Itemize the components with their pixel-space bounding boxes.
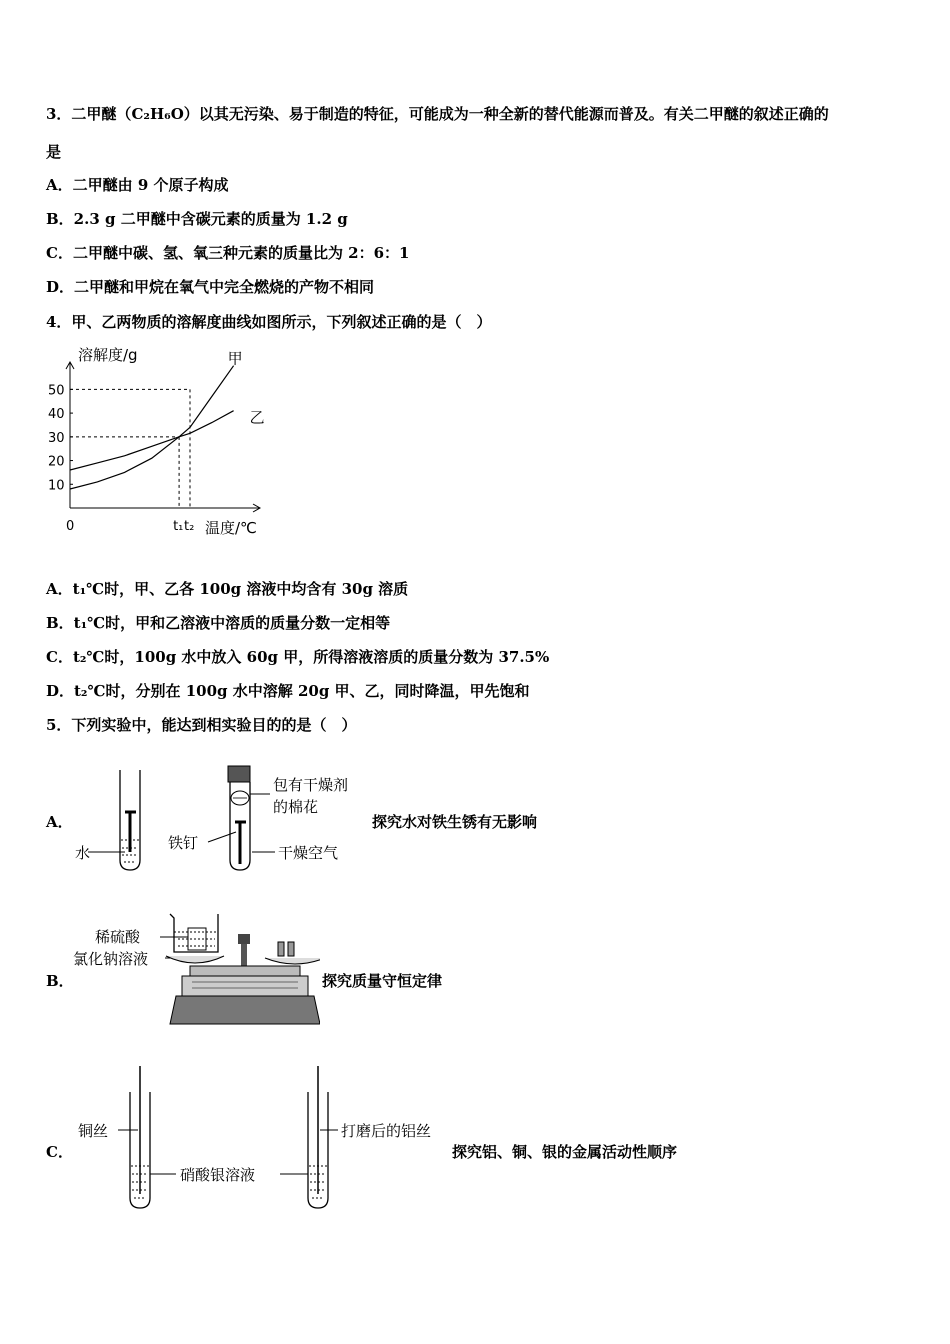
label-cotton-line2: 的棉花: [273, 798, 319, 816]
balance-base: [170, 996, 320, 1024]
q3-stem-line2: 是: [46, 143, 62, 161]
balance-body: [182, 976, 308, 996]
label-dilute-sulfuric-acid: 稀硫酸: [95, 928, 141, 946]
figure-a-test-tubes: [70, 760, 370, 878]
series-label-1: 甲: [227, 349, 243, 368]
label-water: 水: [75, 844, 91, 862]
y-tick-label-40: 40: [48, 407, 65, 423]
stopper: [228, 766, 250, 782]
q4-option-a: A．t₁℃时，甲、乙各 100g 溶液中均含有 30g 溶质: [46, 580, 409, 598]
label-sodium-chloride-solution: 氯化钠溶液: [73, 950, 149, 968]
label-nail: 铁钉: [168, 834, 199, 852]
label-silver-nitrate-solution: 硝酸银溶液: [180, 1166, 256, 1184]
q5-option-b-letter: B．: [46, 972, 74, 990]
q4-stem: 4．甲、乙两物质的溶解度曲线如图所示，下列叙述正确的是（ ）: [46, 313, 492, 331]
q3-option-a: A．二甲醚由 9 个原子构成: [46, 176, 229, 194]
series-label-2: 乙: [249, 408, 265, 427]
q5-option-a-letter: A．: [46, 813, 73, 831]
y-tick-label-50: 50: [48, 383, 65, 399]
label-dry-air: 干燥空气: [278, 844, 339, 862]
x-tick-label-1: t₁: [173, 519, 184, 534]
label-aluminum-wire: 打磨后的铝丝: [341, 1122, 432, 1140]
q5-option-a-purpose: 探究水对铁生锈有无影响: [372, 813, 538, 831]
series-curve-2: [70, 411, 234, 470]
q4-option-d: D．t₂℃时，分别在 100g 水中溶解 20g 甲、乙，同时降温，甲先饱和: [46, 682, 530, 700]
q5-option-c-letter: C．: [46, 1143, 73, 1161]
solubility-chart: [40, 340, 280, 550]
figure-b-balance: [70, 906, 320, 1028]
balance-beam: [190, 966, 300, 976]
q3-option-d: D．二甲醚和甲烷在氧气中完全燃烧的产物不相同: [46, 278, 375, 296]
label-cotton-line1: 包有干燥剂: [273, 776, 349, 794]
q3-option-b: B．2.3 g 二甲醚中含碳元素的质量为 1.2 g: [46, 210, 348, 228]
y-tick-label-20: 20: [48, 454, 65, 470]
series-curve-1: [70, 366, 234, 489]
right-pan: [265, 958, 320, 964]
y-axis-label: 溶解度/g: [78, 346, 138, 364]
q5-option-b-purpose: 探究质量守恒定律: [322, 972, 443, 990]
q5-stem: 5．下列实验中，能达到相实验目的的是（ ）: [46, 716, 357, 734]
x-tick-label-2: t₂: [184, 519, 195, 534]
q3-option-c: C．二甲醚中碳、氢、氧三种元素的质量比为 2：6：1: [46, 244, 410, 262]
weights: [278, 942, 284, 956]
y-tick-label-10: 10: [48, 478, 65, 494]
label-copper-wire: 铜丝: [78, 1122, 109, 1140]
q4-option-c: C．t₂℃时，100g 水中放入 60g 甲，所得溶液溶质的质量分数为 37.5%: [46, 648, 550, 666]
q4-option-b: B．t₁℃时，甲和乙溶液中溶质的质量分数一定相等: [46, 614, 391, 632]
q5-option-c-purpose: 探究铝、铜、银的金属活动性顺序: [452, 1143, 678, 1161]
left-pan: [166, 956, 224, 963]
x-axis-label: 温度/℃: [205, 519, 257, 537]
q3-stem-line1: 3．二甲醚（C₂H₆O）以其无污染、易于制造的特征，可能成为一种全新的替代能源而普及。有关二甲醚的叙述正确的: [46, 105, 829, 123]
figure-c-test-tubes: [70, 1062, 450, 1212]
y-tick-label-30: 30: [48, 430, 65, 446]
origin-label: 0: [66, 519, 75, 534]
